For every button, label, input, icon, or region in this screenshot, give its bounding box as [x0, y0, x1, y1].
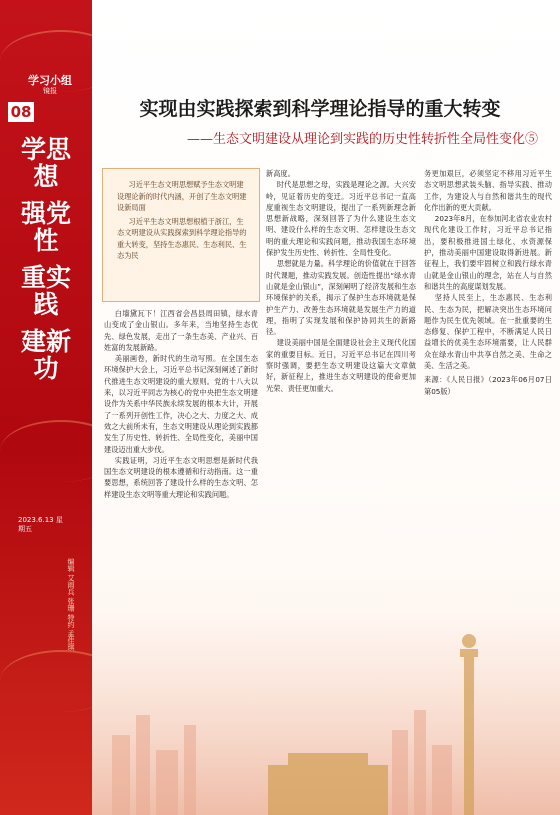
article-column-1: [104, 308, 258, 500]
brand-name: 学习小组: [28, 74, 72, 87]
article-source: 来源：《人民日报》（2023年06月07日 第05版）: [424, 375, 552, 396]
vertical-title-line: 强党性: [20, 199, 71, 255]
article-column-3: [424, 168, 552, 397]
vertical-title-line: 建新功: [20, 327, 71, 383]
pull-quote-box: [102, 168, 260, 302]
subheadline: ——生态文明建设从理论到实践的历史性转折性全局性变化⑤: [186, 132, 538, 147]
article-paragraph: 美丽画卷，新时代的生动写照。在全国生态环境保护大会上，习近平总书记深刻阐述了新时代推进生态文明建设的重大原则。党的十八大以来，以习近平同志为核心的党中央把生态文明建设作为关系中华民族永续发展的根本大计，开展了一系列开创性工作，决心之大、力度之大、成效之大前所未有，生态文明建设从理论到实践都发生了历史性、转折性、全局性变化，美丽中国建设迈出重大步伐。: [104, 354, 258, 454]
headline: 实现由实践探索到科学理论指导的重大转变: [139, 98, 501, 120]
article-paragraph: 时代是思想之母，实践是理论之源。大兴安岭，见证着历史的变迁。习近平总书记一直高度重视生态文明建设，提出了一系列新理念新思想新战略，深刻回答了为什么建设生态文明、建设什么样的生态文明、怎样建设生态文明的重大理论和实践问题，推动我国生态环境保护发生历史性、转折性、全局性变化。: [266, 180, 416, 258]
page-number: 08: [8, 102, 34, 122]
vertical-title-line: 重实践: [20, 263, 71, 319]
article-paragraph: 2023年8月，在参加河北省农业农村现代化建设工作时，习近平总书记指出，要积极推进国土绿化、水资源保护，推动美丽中国建设取得新进展。新征程上，我们要牢固树立和践行绿水青山就是金山银山的理念，站在人与自然和谐共生的高度谋划发展。: [424, 214, 552, 291]
article-paragraph: 务更加艰巨，必须坚定不移用习近平生态文明思想武装头脑、指导实践、推动工作，为建设人与自然和谐共生的现代化作出新的更大贡献。: [424, 169, 552, 212]
brand-logo: [24, 74, 76, 96]
editor-credits: 编辑 艾雨兵 张珊 特约 孟佳琪: [67, 558, 75, 651]
article-paragraph: 建设美丽中国是全面建设社会主义现代化国家的重要目标。近日，习近平总书记在四川考察时强调，要把生态文明建设这篇大文章做好，新征程上，推进生态文明建设的使命更加光荣、责任更加重大。: [266, 338, 416, 393]
vertical-title-line: 学思想: [20, 135, 71, 191]
article-column-2: [266, 168, 416, 394]
article-paragraph: 坚持人民至上，生态惠民、生态利民、生态为民，把解决突出生态环境问题作为民生优先领域。在一批重要的生态修复、保护工程中，不断满足人民日益增长的优美生态环境需要，让人民群众在绿水青山中共享自然之美、生命之美、生活之美。: [424, 293, 552, 371]
issue-date: 2023.6.13 星期五: [18, 516, 63, 533]
article-paragraph: 实践证明，习近平生态文明思想是新时代我国生态文明建设的根本遵循和行动指南。这一重要思想，系统回答了建设什么样的生态文明、怎样建设生态文明等重大理论和实践问题。: [104, 455, 258, 499]
article-paragraph: 思想就是力量。科学理论的价值就在于回答时代课题，推动实践发展。创造性提出“绿水青山就是金山银山”，深刻阐明了经济发展和生态环境保护的关系，揭示了保护生态环境就是保护生产力、改善生态环境就是发展生产力的道理，指明了实现发展和保护协同共生的新路径。: [266, 259, 416, 337]
brand-sub: 镜报: [43, 87, 57, 95]
article-paragraph: 白墙黛瓦下！江西省会昌县周田镇，绿水青山变成了金山银山。多年来，当地坚持生态优先、绿色发展，走出了一条生态美、产业兴、百姓富的发展新路。: [104, 309, 258, 352]
pull-quote-paragraph: 习近平生态文明思想赋予生态文明建设理论新的时代内涵，开创了生态文明建设新局面: [117, 180, 247, 212]
article-paragraph: 新高度。: [266, 169, 295, 178]
vertical-title: [14, 136, 78, 382]
pull-quote-paragraph: 习近平生态文明思想根植于浙江，生态文明建设从实践探索到科学理论指导的重大转变，坚持生态惠民、生态利民、生态为民: [117, 216, 247, 260]
